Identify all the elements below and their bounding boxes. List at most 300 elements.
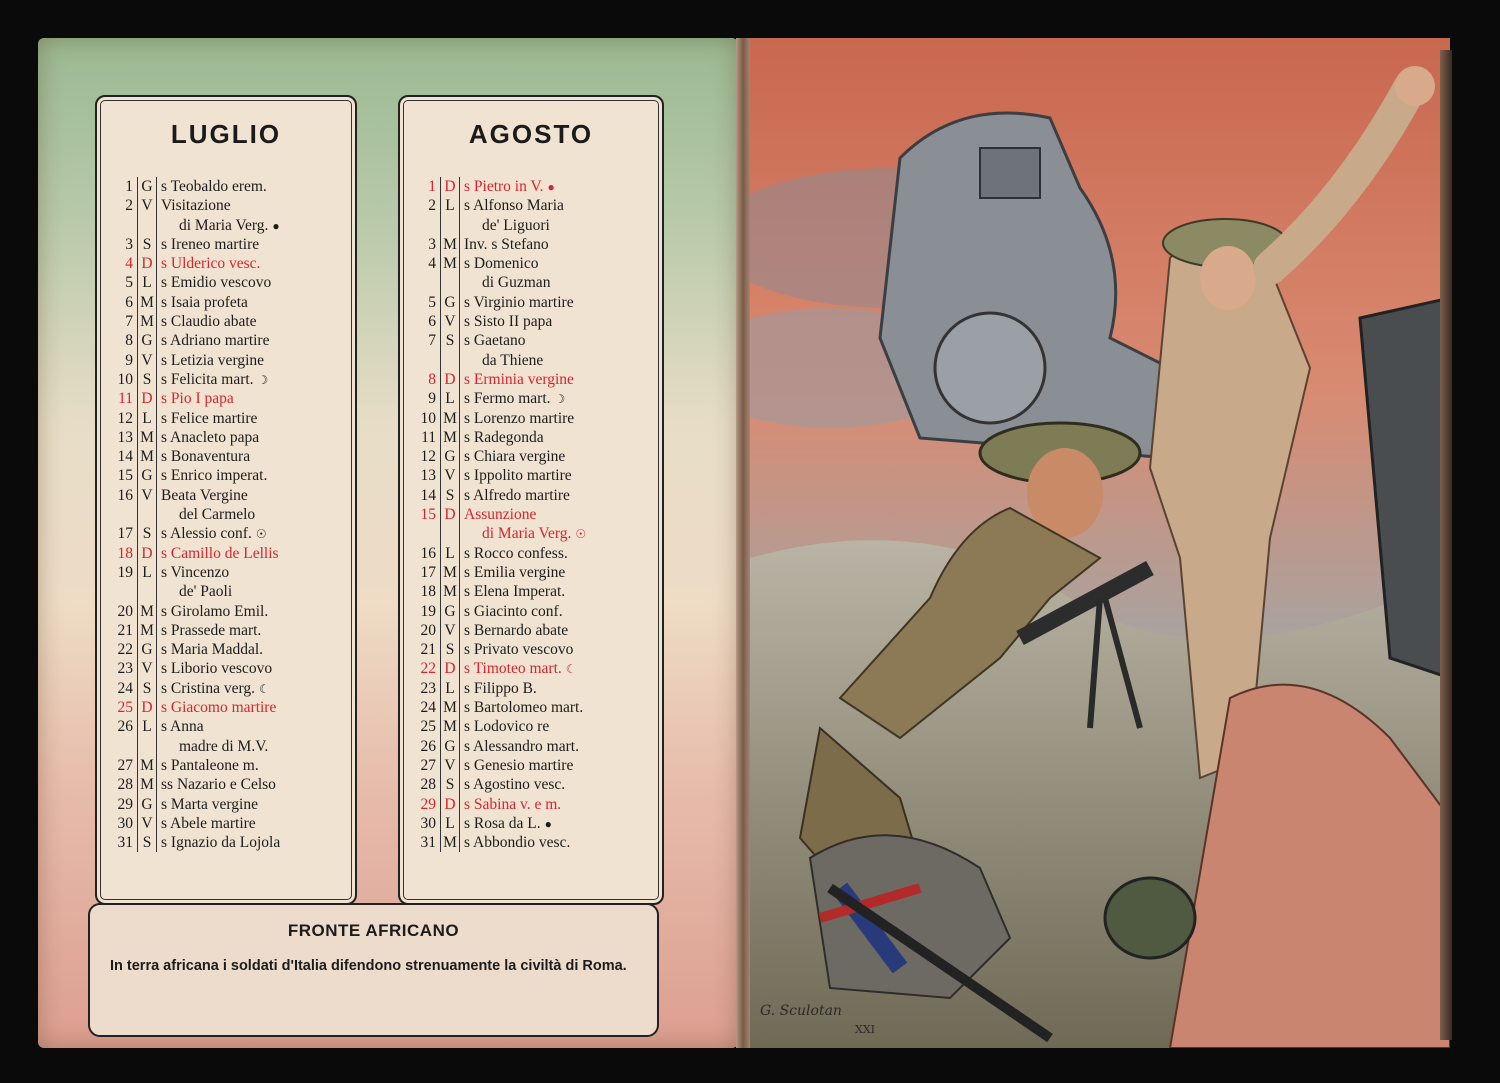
saint-name-line: s Ireneo martire <box>161 235 260 253</box>
day-number: 7 <box>125 313 133 331</box>
weekday-letter: M <box>137 621 157 640</box>
saint-name-line: Assunzione <box>464 506 537 524</box>
saint-name <box>157 273 345 292</box>
saint-name-line: s Anna <box>161 718 204 736</box>
month-title-luglio: LUGLIO <box>170 119 282 149</box>
day-row <box>412 544 652 563</box>
saint-name <box>460 409 652 428</box>
saint-name <box>460 331 652 370</box>
day-number: 25 <box>420 718 436 736</box>
weekday-letter: S <box>137 679 157 698</box>
day-number: 29 <box>117 795 133 813</box>
day-row <box>412 775 652 794</box>
day-row <box>109 409 345 428</box>
saint-name <box>157 235 345 254</box>
weekday-letter: V <box>137 659 157 678</box>
day-row <box>412 177 652 196</box>
caption-box <box>88 903 659 1037</box>
saint-name <box>460 505 652 544</box>
day-row <box>109 196 345 235</box>
day-row <box>412 756 652 775</box>
saint-name-line: s Pietro in V. ● <box>464 178 555 195</box>
saint-name-line: s Bernardo abate <box>464 621 569 639</box>
day-row <box>109 235 345 254</box>
saint-name <box>157 814 345 833</box>
day-number: 7 <box>428 332 436 350</box>
saint-name-line: s Erminia vergine <box>464 370 574 388</box>
day-row <box>109 486 345 525</box>
saint-name <box>460 486 652 505</box>
saint-name-line: s Pio I papa <box>161 390 234 408</box>
saint-name-line: s Alfredo martire <box>464 486 570 504</box>
saint-name-line: de' Liguori <box>482 216 550 234</box>
saint-name-line: s Anacleto papa <box>161 428 260 446</box>
saint-name-line: s Emidio vescovo <box>161 274 272 292</box>
weekday-letter: G <box>137 331 157 350</box>
weekday-letter: G <box>440 737 460 756</box>
saint-name-line: s Marta vergine <box>161 795 258 813</box>
day-row <box>109 447 345 466</box>
day-row <box>412 466 652 485</box>
artist-signature: G. Sculotan <box>760 1003 842 1019</box>
day-row <box>412 370 652 389</box>
day-row <box>109 544 345 563</box>
saint-name-line: s Ippolito martire <box>464 467 572 485</box>
saint-name-line: s Teobaldo erem. <box>161 178 267 195</box>
saint-name-line: s Bonaventura <box>161 448 251 466</box>
day-number: 28 <box>117 776 133 794</box>
saint-name <box>157 254 345 273</box>
saint-name-line: s Filippo B. <box>464 679 537 697</box>
weekday-letter: S <box>440 640 460 659</box>
saint-name-line: di Guzman <box>482 274 551 292</box>
day-row <box>412 447 652 466</box>
day-number: 1 <box>125 178 133 195</box>
day-number: 17 <box>420 563 436 581</box>
day-row <box>109 351 345 370</box>
weekday-letter: D <box>440 370 460 389</box>
day-number: 18 <box>420 583 436 601</box>
saint-name-line: del Carmelo <box>179 506 256 524</box>
weekday-letter: S <box>440 775 460 794</box>
weekday-letter: V <box>440 312 460 331</box>
weekday-letter: L <box>440 389 460 408</box>
saint-name-line: s Rosa da L. ● <box>464 814 552 832</box>
day-number: 12 <box>117 409 133 427</box>
weekday-letter: M <box>440 833 460 852</box>
day-row <box>109 621 345 640</box>
saint-name <box>157 775 345 794</box>
weekday-letter: M <box>137 602 157 621</box>
saint-name-line: Beata Vergine <box>161 486 248 504</box>
saint-name-line: s Abbondio vesc. <box>464 834 571 852</box>
saint-name <box>157 679 345 698</box>
moon-phase-icon: ☉ <box>255 527 267 542</box>
saint-name-line: s Isaia profeta <box>161 293 248 311</box>
day-row <box>109 254 345 273</box>
day-row <box>109 640 345 659</box>
day-number: 20 <box>420 621 436 639</box>
weekday-letter: D <box>137 698 157 717</box>
saint-name <box>460 447 652 466</box>
weekday-letter: M <box>440 717 460 736</box>
weekday-letter: M <box>440 235 460 254</box>
day-row <box>109 524 345 543</box>
booklet-spine <box>736 38 750 1048</box>
saint-name <box>460 795 652 814</box>
weekday-letter: M <box>137 775 157 794</box>
saint-name-line: s Letizia vergine <box>161 351 265 369</box>
weekday-letter: V <box>137 351 157 370</box>
day-number: 30 <box>420 814 436 832</box>
saint-name-line: s Cristina verg. ☾ <box>161 679 270 697</box>
saint-name <box>460 254 652 293</box>
day-row <box>109 602 345 621</box>
day-row <box>109 331 345 350</box>
saint-name-line: s Giacinto conf. <box>464 602 563 620</box>
day-number: 26 <box>420 737 436 755</box>
day-row <box>109 698 345 717</box>
saint-name-line: s Lorenzo martire <box>464 409 575 427</box>
day-number: 3 <box>125 235 133 253</box>
saint-name <box>460 756 652 775</box>
day-number: 28 <box>420 776 436 794</box>
saint-name <box>157 466 345 485</box>
day-number: 11 <box>118 390 133 408</box>
saint-name <box>157 544 345 563</box>
saint-name-line: s Timoteo mart. ☾ <box>464 660 577 678</box>
month-panel-luglio <box>95 95 357 905</box>
day-number: 5 <box>428 293 436 311</box>
day-number: 2 <box>125 197 133 215</box>
saint-name <box>460 582 652 601</box>
weekday-letter: M <box>440 254 460 293</box>
day-row <box>109 466 345 485</box>
day-row <box>412 833 652 852</box>
weekday-letter: S <box>440 331 460 370</box>
day-number: 20 <box>117 602 133 620</box>
weekday-letter: D <box>137 254 157 273</box>
day-row <box>109 756 345 775</box>
day-number: 5 <box>125 274 133 292</box>
day-number: 11 <box>421 428 436 446</box>
saint-name <box>157 717 345 756</box>
day-number: 21 <box>117 621 133 639</box>
day-row <box>412 717 652 736</box>
weekday-letter: M <box>440 409 460 428</box>
weekday-letter: V <box>440 466 460 485</box>
saint-name <box>157 833 345 852</box>
day-row <box>412 196 652 235</box>
day-row <box>109 563 345 602</box>
day-number: 26 <box>117 718 133 736</box>
saint-name-line: s Enrico imperat. <box>161 467 268 485</box>
weekday-letter: V <box>440 621 460 640</box>
day-number: 30 <box>117 814 133 832</box>
day-row <box>412 563 652 582</box>
day-number: 22 <box>420 660 436 678</box>
saint-name-line: madre di M.V. <box>179 737 269 755</box>
saint-name <box>157 640 345 659</box>
weekday-letter: L <box>137 409 157 428</box>
day-list-agosto <box>412 177 652 852</box>
artist-year: XXI <box>855 1023 876 1036</box>
saint-name <box>460 775 652 794</box>
day-number: 19 <box>420 602 436 620</box>
weekday-letter: S <box>137 524 157 543</box>
saint-name-line: s Ulderico vesc. <box>161 255 261 273</box>
weekday-letter: L <box>440 814 460 833</box>
day-number: 6 <box>125 293 133 311</box>
weekday-letter: L <box>440 196 460 235</box>
day-row <box>109 177 345 196</box>
weekday-letter: G <box>440 447 460 466</box>
weekday-letter: M <box>440 563 460 582</box>
weekday-letter: D <box>137 389 157 408</box>
day-number: 27 <box>117 756 133 774</box>
day-row <box>109 273 345 292</box>
saint-name-line: s Adriano martire <box>161 332 270 350</box>
day-row <box>109 389 345 408</box>
saint-name <box>157 756 345 775</box>
saint-name-line: s Prassede mart. <box>161 621 262 639</box>
day-row <box>412 698 652 717</box>
weekday-letter: V <box>137 196 157 235</box>
saint-name <box>460 698 652 717</box>
saint-name <box>157 177 345 196</box>
day-row <box>412 659 652 678</box>
saint-name <box>460 466 652 485</box>
saint-name <box>460 389 652 408</box>
saint-name-line: s Radegonda <box>464 428 544 446</box>
saint-name-line: de' Paoli <box>179 583 233 601</box>
moon-phase-icon: ● <box>547 180 555 194</box>
saint-name-line: s Abele martire <box>161 814 256 832</box>
saint-name <box>460 814 652 833</box>
saint-name-line: s Fermo mart. ☽ <box>464 390 566 408</box>
day-row <box>109 795 345 814</box>
day-row <box>109 775 345 794</box>
saint-name <box>157 447 345 466</box>
saint-name <box>157 563 345 602</box>
caption-title: FRONTE AFRICANO <box>287 921 460 940</box>
saint-name <box>157 659 345 678</box>
day-number: 17 <box>117 525 133 543</box>
saint-name-line: s Liborio vescovo <box>161 660 273 678</box>
day-list-luglio <box>109 177 345 852</box>
weekday-letter: M <box>137 428 157 447</box>
weekday-letter: D <box>440 659 460 678</box>
moon-phase-icon: ● <box>272 218 280 233</box>
day-number: 9 <box>125 351 133 369</box>
weekday-letter: S <box>137 833 157 852</box>
saint-name <box>460 235 652 254</box>
day-number: 16 <box>420 544 436 562</box>
day-number: 12 <box>420 448 436 466</box>
saint-name <box>460 679 652 698</box>
weekday-letter: L <box>440 544 460 563</box>
saint-name-line: s Agostino vesc. <box>464 776 566 794</box>
saint-name-line: Inv. s Stefano <box>464 235 549 253</box>
weekday-letter: V <box>137 486 157 525</box>
weekday-letter: M <box>137 312 157 331</box>
day-number: 14 <box>420 486 436 504</box>
weekday-letter: G <box>137 640 157 659</box>
war-illustration <box>750 38 1450 1048</box>
saint-name-line: ss Nazario e Celso <box>161 776 276 794</box>
saint-name-line: s Gaetano <box>464 332 526 350</box>
weekday-letter: V <box>440 756 460 775</box>
saint-name-line: s Felicita mart. ☽ <box>161 370 269 388</box>
month-title-agosto: AGOSTO <box>468 119 594 149</box>
day-number: 15 <box>420 506 436 524</box>
weekday-letter: S <box>440 486 460 505</box>
saint-name <box>460 428 652 447</box>
saint-name <box>460 717 652 736</box>
weekday-letter: D <box>440 177 460 196</box>
day-row <box>412 737 652 756</box>
day-number: 23 <box>420 679 436 697</box>
weekday-letter: S <box>137 370 157 389</box>
saint-name <box>460 312 652 331</box>
saint-name-line: s Claudio abate <box>161 313 257 331</box>
day-number: 1 <box>428 178 436 195</box>
day-number: 25 <box>117 699 133 717</box>
day-row <box>412 795 652 814</box>
saint-name <box>157 370 345 389</box>
moon-phase-icon: ● <box>544 816 552 831</box>
weekday-letter: D <box>440 795 460 814</box>
day-row <box>412 602 652 621</box>
weekday-letter: L <box>137 563 157 602</box>
moon-phase-icon: ☾ <box>259 681 270 696</box>
weekday-letter: M <box>137 293 157 312</box>
saint-name <box>157 486 345 525</box>
day-row <box>412 331 652 370</box>
day-number: 2 <box>428 197 436 215</box>
saint-name <box>157 293 345 312</box>
weekday-letter: G <box>137 177 157 196</box>
weekday-letter: M <box>440 428 460 447</box>
saint-name <box>157 331 345 350</box>
day-number: 22 <box>117 641 133 659</box>
day-row <box>109 370 345 389</box>
day-number: 13 <box>420 467 436 485</box>
caption-text: In terra africana i soldati d'Italia difendono strenuamente la civiltà di Roma. <box>110 958 627 974</box>
weekday-letter: M <box>440 698 460 717</box>
weekday-letter: L <box>137 717 157 756</box>
weekday-letter: V <box>137 814 157 833</box>
day-number: 23 <box>117 660 133 678</box>
day-row <box>109 814 345 833</box>
day-number: 10 <box>420 409 436 427</box>
saint-name <box>460 621 652 640</box>
day-number: 24 <box>420 699 436 717</box>
saint-name-line: Visitazione <box>161 197 231 215</box>
day-row <box>412 640 652 659</box>
saint-name <box>157 524 345 543</box>
saint-name <box>157 621 345 640</box>
saint-name <box>157 409 345 428</box>
day-row <box>109 428 345 447</box>
saint-name-line: s Girolamo Emil. <box>161 602 269 620</box>
month-panel-agosto <box>398 95 664 905</box>
day-number: 18 <box>117 544 133 562</box>
day-number: 31 <box>117 834 133 852</box>
weekday-letter: M <box>440 582 460 601</box>
weekday-letter: M <box>137 756 157 775</box>
day-number: 16 <box>117 486 133 504</box>
saint-name <box>157 698 345 717</box>
saint-name <box>157 312 345 331</box>
saint-name <box>460 563 652 582</box>
saint-name <box>460 293 652 312</box>
day-number: 8 <box>428 370 436 388</box>
saint-name-line: da Thiene <box>482 351 544 369</box>
saint-name <box>157 602 345 621</box>
illustration-image <box>750 38 1450 1048</box>
weekday-letter: M <box>137 447 157 466</box>
day-row <box>412 254 652 293</box>
day-row <box>412 409 652 428</box>
day-row <box>412 679 652 698</box>
saint-name-line: s Virginio martire <box>464 293 574 311</box>
saint-name <box>460 602 652 621</box>
day-row <box>412 814 652 833</box>
saint-name-line: di Maria Verg. ☉ <box>482 525 587 543</box>
saint-name <box>460 370 652 389</box>
day-number: 8 <box>125 332 133 350</box>
saint-name-line: di Maria Verg. ● <box>179 216 280 234</box>
saint-name <box>460 544 652 563</box>
day-number: 24 <box>117 679 133 697</box>
saint-name-line: s Pantaleone m. <box>161 756 259 774</box>
saint-name-line: s Lodovico re <box>464 718 550 736</box>
day-row <box>412 293 652 312</box>
weekday-letter: L <box>137 273 157 292</box>
saint-name-line: s Domenico <box>464 255 539 273</box>
day-row <box>412 505 652 544</box>
saint-name-line: s Maria Maddal. <box>161 641 264 659</box>
weekday-letter: L <box>440 679 460 698</box>
weekday-letter: D <box>440 505 460 544</box>
saint-name-line: s Chiara vergine <box>464 448 566 466</box>
saint-name <box>460 640 652 659</box>
day-row <box>109 293 345 312</box>
day-number: 29 <box>420 795 436 813</box>
day-number: 4 <box>428 255 436 273</box>
day-number: 15 <box>117 467 133 485</box>
saint-name-line: s Alessandro mart. <box>464 737 579 755</box>
saint-name <box>157 795 345 814</box>
saint-name <box>460 659 652 678</box>
moon-phase-icon: ☽ <box>554 392 566 407</box>
saint-name-line: s Giacomo martire <box>161 699 277 717</box>
saint-name-line: s Felice martire <box>161 409 258 427</box>
day-row <box>109 833 345 852</box>
day-row <box>109 659 345 678</box>
weekday-letter: S <box>137 235 157 254</box>
saint-name-line: s Sabina v. e m. <box>464 795 562 813</box>
saint-name-line: s Bartolomeo mart. <box>464 699 584 717</box>
saint-name-line: s Sisto II papa <box>464 313 553 331</box>
day-number: 4 <box>125 255 133 273</box>
day-number: 9 <box>428 390 436 408</box>
saint-name-line: s Genesio martire <box>464 756 574 774</box>
weekday-letter: G <box>440 293 460 312</box>
day-number: 27 <box>420 756 436 774</box>
saint-name <box>157 196 345 235</box>
